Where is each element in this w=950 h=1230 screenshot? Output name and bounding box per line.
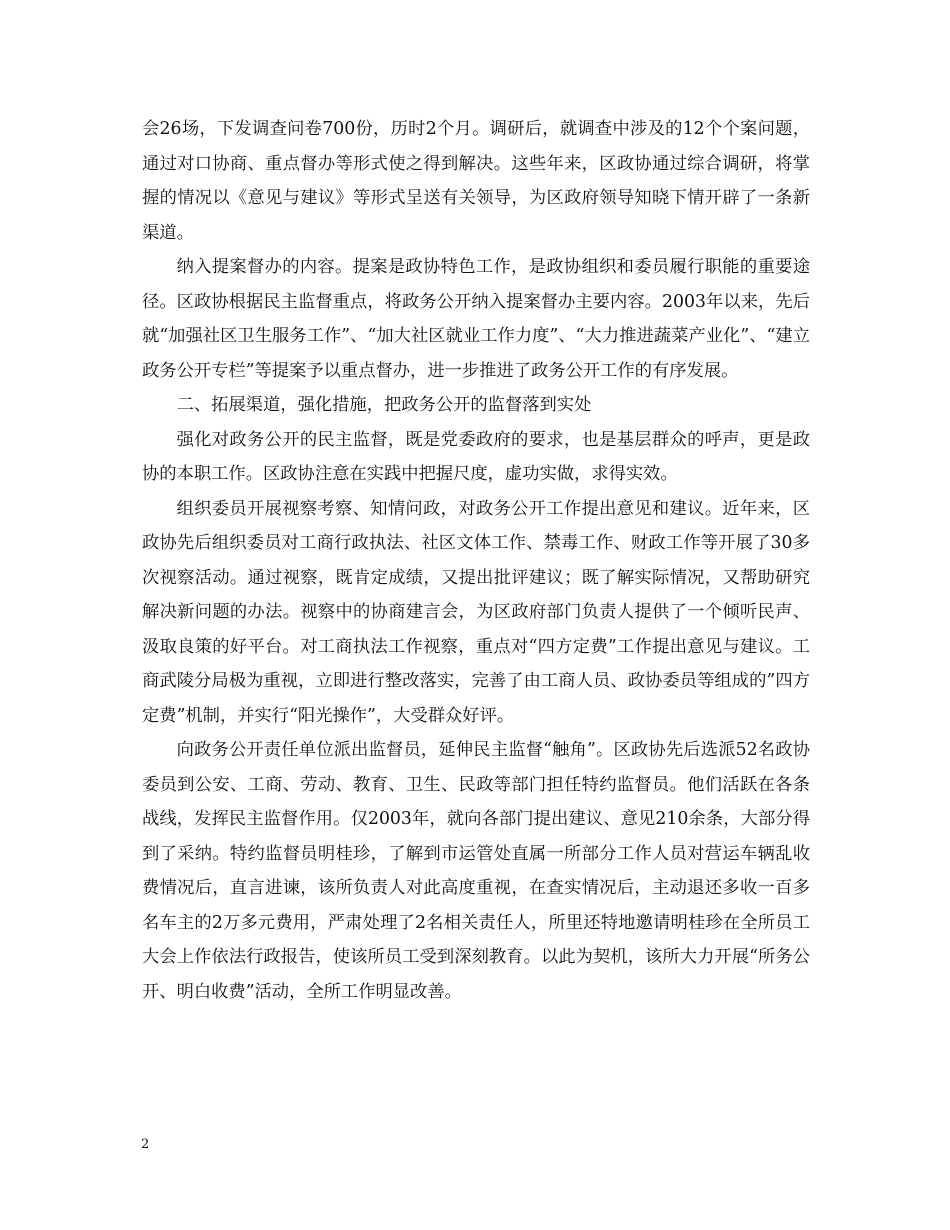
paragraph-5: 向政务公开责任单位派出监督员，延伸民主监督“触角”。区政协先后选派52名政协委员到公安、工商、劳动、教育、卫生、民政等部门担任特约监督员。他们活跃在各条战线，发挥民主监督作用。仅2003年，就向各部门提出建议、意见210余条，大部分得到了采纳。特约监督员明桂珍，了解到市运管处直属一所部分工作人员对营运车辆乱收费情况后，直言进谏，该所负责人对此高度重视，在查实情况后，主动退还多收一百多名车主的2万多元费用，严肃处理了2名相关责任人，所里还特地邀请明桂珍在全所员工大会上作依法行政报告，使该所员工受到深刻教育。以此为契机，该所大力开展“所务公开、明白收费”活动，全所工作明显改善。	[142, 740, 810, 1002]
paragraph-2: 纳入提案督办的内容。提案是政协特色工作，是政协组织和委员履行职能的重要途径。区政协根据民主监督重点，将政务公开纳入提案督办主要内容。2003年以来，先后就“加强社区卫生服务工作”、“加大社区就业工作力度”、“大力推进蔬菜产业化”、“建立政务公开专栏”等提案予以重点督办，进一步推进了政务公开工作的有序发展。	[142, 257, 810, 381]
paragraph-3: 强化对政务公开的民主监督，既是党委政府的要求，也是基层群众的呼声，更是政协的本职工作。区政协注意在实践中把握尺度，虚功实做，求得实效。	[142, 429, 810, 484]
section-heading: 二、拓展渠道，强化措施，把政务公开的监督落到实处	[176, 395, 592, 415]
paragraph-4: 组织委员开展视察考察、知情问政，对政务公开工作提出意见和建议。近年来，区政协先后组织委员对工商行政执法、社区文体工作、禁毒工作、财政工作等开展了30多次视察活动。通过视察，既肯定成绩，又提出批评建议；既了解实际情况，又帮助研究解决新问题的办法。视察中的协商建言会，为区政府部门负责人提供了一个倾听民声、汲取良策的好平台。对工商执法工作视察，重点对“四方定费”工作提出意见与建议。工商武陵分局极为重视，立即进行整改落实，完善了由工商人员、政协委员等组成的”四方定费”机制，并实行“阳光操作”，大受群众好评。	[142, 498, 810, 726]
paragraph-1: 会26场，下发调查问卷700份，历时2个月。调研后，就调查中涉及的12个个案问题，通过对口协商、重点督办等形式使之得到解决。这些年来，区政协通过综合调研，将掌握的情况以《意见与建议》等形式呈送有关领导，为区政府领导知晓下情开辟了一条新渠道。	[142, 119, 810, 243]
document-body	[142, 112, 810, 1009]
page-number: 2	[141, 1137, 150, 1152]
